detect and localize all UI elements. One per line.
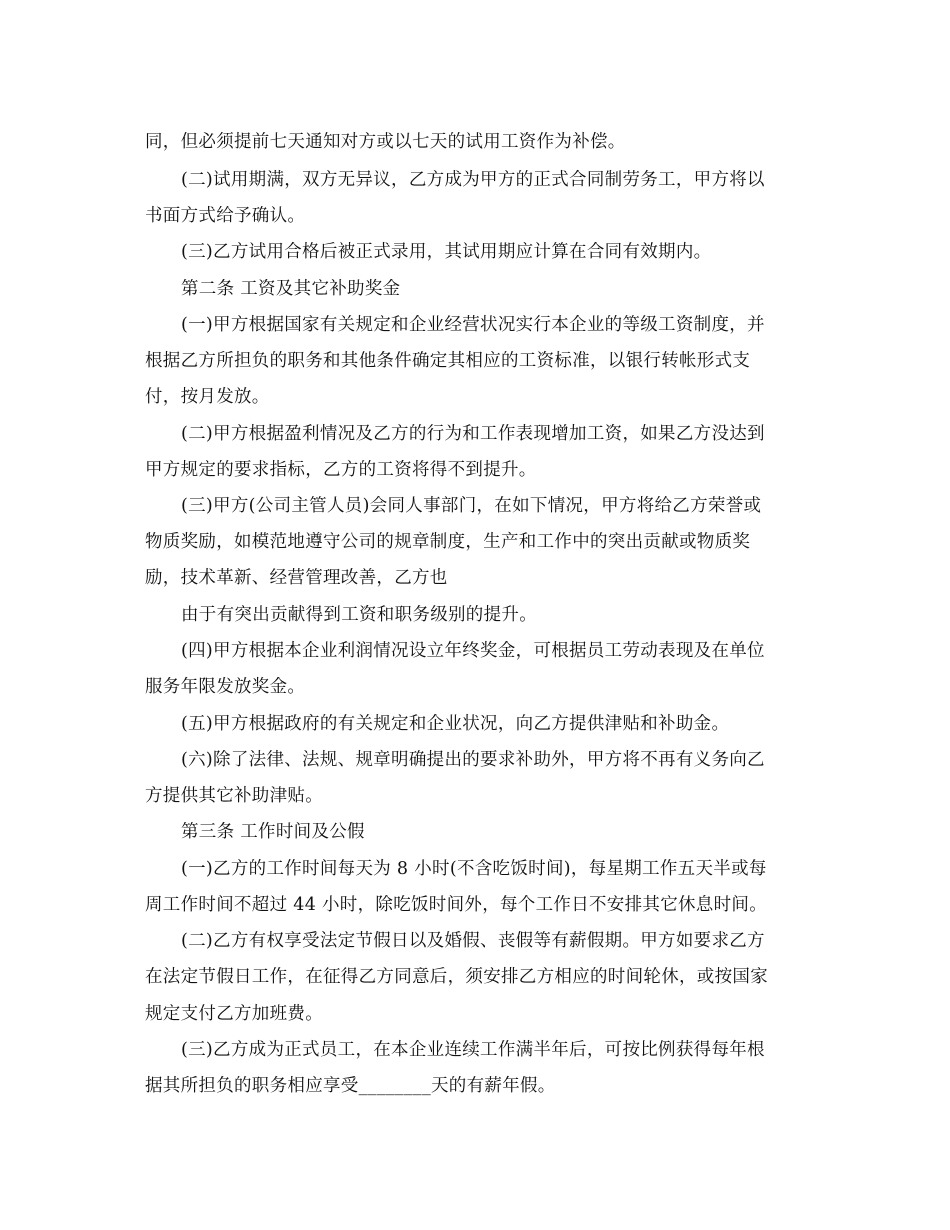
text-line: 励，技术革新、经营管理改善，乙方也	[145, 568, 448, 588]
text-line: 书面方式给予确认。	[145, 206, 306, 226]
text-line: 物质奖励，如模范地遵守公司的规章制度，生产和工作中的突出贡献或物质奖	[145, 532, 751, 552]
text-line: (五)甲方根据政府的有关规定和企业状况，向乙方提供津贴和补助金。	[181, 714, 730, 734]
text-line: (二)试用期满，双方无异议，乙方成为甲方的正式合同制劳务工，甲方将以	[181, 170, 765, 190]
text-line: (三)乙方试用合格后被正式录用，其试用期应计算在合同有效期内。	[181, 242, 712, 262]
text-line: (三)甲方(公司主管人员)会同人事部门，在如下情况，甲方将给乙方荣誉或	[181, 496, 762, 516]
text-line: 方提供其它补助津贴。	[145, 786, 323, 806]
text-line: 服务年限发放奖金。	[145, 677, 306, 697]
text-line: (二)甲方根据盈利情况及乙方的行为和工作表现增加工资，如果乙方没达到	[181, 424, 765, 444]
text-line: 规定支付乙方加班费。	[145, 1004, 323, 1024]
text-line: 据其所担负的职务相应享受________天的有薪年假。	[145, 1076, 556, 1096]
text-line: (三)乙方成为正式员工，在本企业连续工作满半年后，可按比例获得每年根	[181, 1040, 765, 1060]
text-line: 由于有突出贡献得到工资和职务级别的提升。	[181, 605, 537, 625]
text-line: 根据乙方所担负的职务和其他条件确定其相应的工资标准，以银行转帐形式支	[145, 351, 751, 371]
text-line: 在法定节假日工作，在征得乙方同意后，须安排乙方相应的时间轮休，或按国家	[145, 967, 768, 987]
text-line: 同，但必须提前七天通知对方或以七天的试用工资作为补偿。	[145, 132, 626, 152]
text-line: (六)除了法律、法规、规章明确提出的要求补助外，甲方将不再有义务向乙	[181, 750, 765, 770]
text-line: 付，按月发放。	[145, 387, 270, 407]
section-heading: 第二条 工资及其它补助奖金	[181, 279, 401, 299]
section-heading: 第三条 工作时间及公假	[181, 822, 365, 842]
text-line: (一)乙方的工作时间每天为 8 小时(不含吃饭时间)，每星期工作五天半或每	[181, 859, 767, 879]
text-line: 周工作时间不超过 44 小时，除吃饭时间外，每个工作日不安排其它休息时间。	[145, 895, 767, 915]
text-line: 甲方规定的要求指标，乙方的工资将得不到提升。	[145, 460, 537, 480]
text-line: (四)甲方根据本企业利润情况设立年终奖金，可根据员工劳动表现及在单位	[181, 641, 765, 661]
text-line: (二)乙方有权享受法定节假日以及婚假、丧假等有薪假期。甲方如要求乙方	[181, 931, 765, 951]
text-line: (一)甲方根据国家有关规定和企业经营状况实行本企业的等级工资制度，并	[181, 315, 765, 335]
